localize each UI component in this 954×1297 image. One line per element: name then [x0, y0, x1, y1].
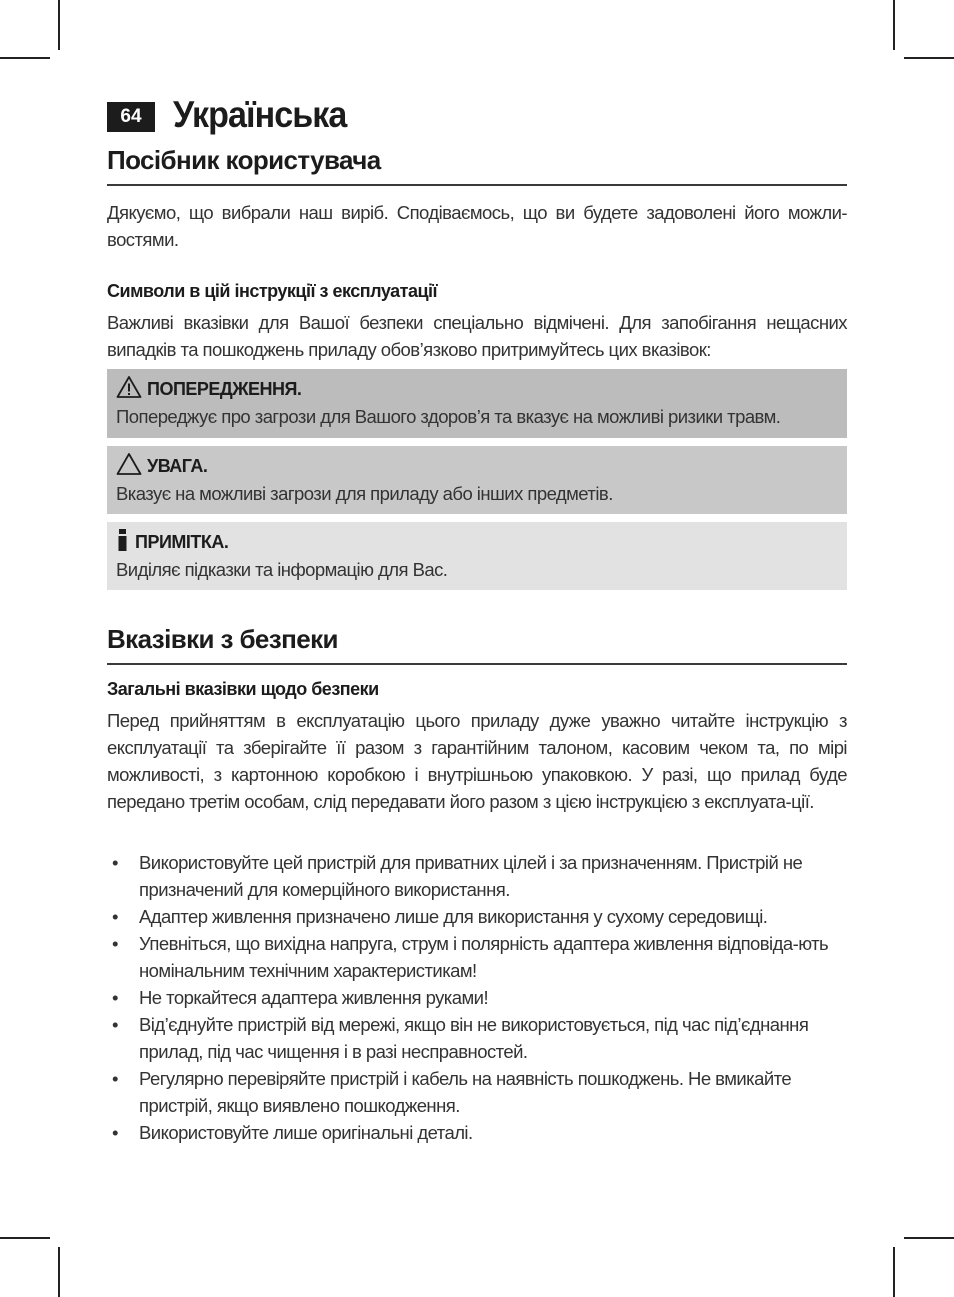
bullet-icon: •: [112, 933, 118, 954]
list-item: • Від’єднуйте пристрій від мережі, якщо він не використовується, під час під’єднання прилад, під час чищення і в разі несправностей.: [107, 1011, 847, 1065]
notice-caution: [107, 446, 847, 514]
bullet-icon: •: [112, 852, 118, 873]
user-guide-heading: Посібник користувача: [107, 145, 381, 175]
bullet-icon: •: [112, 1068, 118, 1089]
crop-mark: [893, 1247, 895, 1297]
caution-triangle-icon: [116, 452, 142, 481]
bullet-icon: •: [112, 987, 118, 1008]
list-item: • Використовуйте лише оригінальні деталі.: [107, 1119, 847, 1146]
list-item: • Упевніться, що вихідна напруга, струм і полярність адаптера живлення відповіда-ють номінальним технічним характеристикам!: [107, 930, 847, 984]
crop-mark: [0, 1237, 50, 1239]
list-item: • Регулярно перевіряйте пристрій і кабель на наявність пошкоджень. Не вмикайте пристрій, якщо виявлено пошкодження.: [107, 1065, 847, 1119]
safety-subheading: Загальні вказівки щодо безпеки: [107, 679, 379, 699]
notice-title: УВАГА.: [147, 455, 208, 476]
crop-mark: [58, 1247, 60, 1297]
symbols-text: Важливі вказівки для Вашої безпеки спеціально відмічені. Для запобігання нещасних випадків та пошкоджень приладу обов’язково притримуйтесь цих вказівок:: [107, 312, 847, 360]
symbols-heading: Символи в цій інструкції з експлуатації: [107, 281, 438, 301]
section-divider: [107, 184, 847, 186]
crop-mark: [904, 1237, 954, 1239]
safety-heading: Вказівки з безпеки: [107, 624, 338, 654]
notice-text: Виділяє підказки та інформацію для Вас.: [116, 559, 448, 580]
notice-title: ПОПЕРЕДЖЕННЯ.: [147, 378, 302, 399]
list-item: • Не торкайтеся адаптера живлення руками!: [107, 984, 847, 1011]
info-icon: [116, 528, 130, 557]
user-guide-intro: Дякуємо, що вибрали наш виріб. Сподіваємось, що ви будете задоволені його можли-востями.: [107, 202, 847, 250]
crop-mark: [0, 57, 50, 59]
warning-triangle-icon: [116, 375, 142, 404]
crop-mark: [58, 0, 60, 50]
notice-title: ПРИМІТКА.: [135, 531, 229, 552]
safety-bullet-list: [107, 849, 847, 1146]
notice-note: [107, 522, 847, 590]
crop-mark: [904, 57, 954, 59]
language-title: Українська: [173, 94, 347, 135]
notice-text: Попереджує про загрози для Вашого здоров’я та вказує на можливі ризики травм.: [116, 406, 781, 427]
bullet-icon: •: [112, 906, 118, 927]
bullet-icon: •: [112, 1122, 118, 1143]
crop-mark: [893, 0, 895, 50]
notice-warning: [107, 369, 847, 438]
safety-intro: Перед прийняттям в експлуатацію цього приладу дуже уважно читайте інструкцію з експлуатації та зберігайте її разом з гарантійним талоном, касовим чеком та, по мірі можливості, з картонною коробкою і внутрішньою упаковкою. У разі, що прилад буде передано третім особам, слід передавати його разом з цією інструкцією з експлуата-ції.: [107, 710, 847, 812]
section-divider: [107, 663, 847, 665]
list-item: • Адаптер живлення призначено лише для використання у сухому середовищі.: [107, 903, 847, 930]
list-item: • Використовуйте цей пристрій для приватних цілей і за призначенням. Пристрій не призначений для комерційного використання.: [107, 849, 847, 903]
notice-text: Вказує на можливі загрози для приладу або інших предметів.: [116, 483, 613, 504]
page-number: 64: [107, 102, 155, 132]
bullet-icon: •: [112, 1014, 118, 1035]
